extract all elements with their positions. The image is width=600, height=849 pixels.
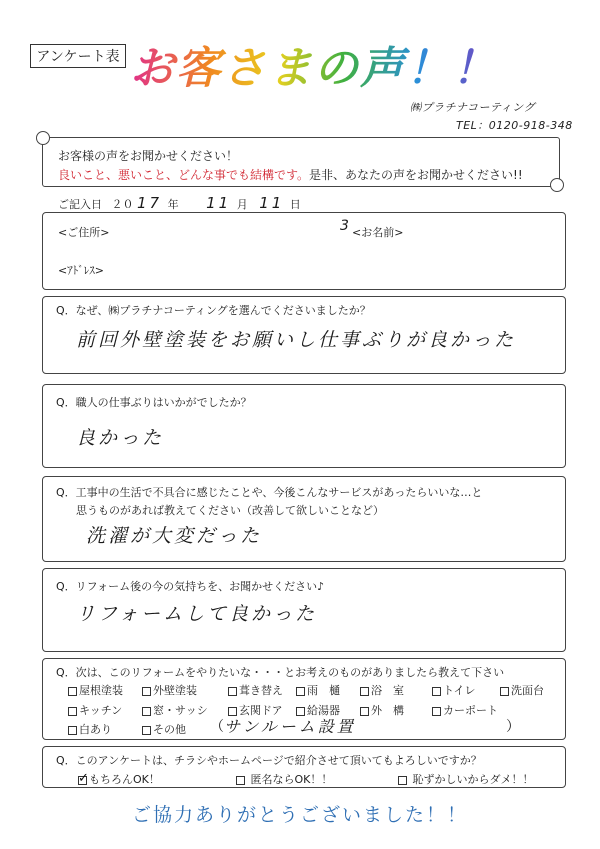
other-answer[interactable]: サンルーム設置 (224, 717, 356, 736)
checkbox[interactable] (142, 707, 151, 716)
scroll-curl-icon (550, 178, 564, 192)
date-era: ２０ (111, 198, 134, 211)
intro-line-1: お客様の声をお聞かせください！ (58, 149, 239, 163)
intro-rest: 是非、あなたの声をお聞かせください!! (309, 168, 523, 182)
q6-option-no[interactable]: 恥ずかしいからダメ！！ (398, 771, 534, 787)
checkbox[interactable] (360, 707, 369, 716)
checkbox[interactable] (296, 687, 305, 696)
date-month-value[interactable]: 11 (206, 194, 232, 212)
checkbox[interactable] (68, 687, 77, 696)
scroll-curl-icon (36, 131, 50, 145)
checkbox[interactable] (68, 707, 77, 716)
name-label: <お名前> (352, 226, 404, 239)
option-water-heater[interactable]: 給湯器 (296, 702, 340, 718)
q1-question: Q．なぜ、㈱プラチナコーティングを選んでくださいましたか？ (56, 304, 371, 317)
option-exterior[interactable]: 外 構 (360, 702, 404, 718)
q4-question: Q．リフォーム後の今の気持ちを、お聞かせください♪ (56, 580, 325, 593)
option-gutter[interactable]: 雨 樋 (296, 682, 340, 698)
intro-line-2 (58, 166, 523, 183)
checkbox[interactable] (432, 687, 441, 696)
date-year-value[interactable]: 17 (137, 194, 163, 212)
q5-question: Q．次は、このリフォームをやりたいな・・・とお考えのものがありましたら教えて下さい (56, 666, 505, 679)
address2-label: <ｱﾄﾞﾚｽ> (58, 264, 104, 277)
other-close-paren: ） (506, 719, 520, 735)
checkbox[interactable] (68, 726, 77, 735)
company-name: ㈱プラチナコーティング (410, 101, 535, 114)
intro-highlight: 良いこと、悪いこと、どんな事でも結構です。 (58, 168, 310, 182)
checkbox[interactable] (398, 776, 407, 785)
q3-answer: 洗濯が大変だった (86, 525, 263, 547)
name-handwritten-mark: 3 (340, 218, 352, 234)
date-month-label: 月 (236, 198, 248, 211)
checkbox[interactable] (500, 687, 509, 696)
q3-question-line-1: Q．工事中の生活で不具合に感じたことや、今後こんなサービスがあったらいいな…と (56, 486, 483, 499)
checkbox[interactable] (236, 776, 245, 785)
option-carport[interactable]: カーポート (432, 702, 498, 718)
option-entrance-door[interactable]: 玄関ドア (228, 702, 283, 718)
option-bathroom[interactable]: 浴 室 (360, 682, 404, 698)
checkbox[interactable] (228, 687, 237, 696)
q4-answer: リフォームして良かった (76, 603, 318, 625)
other-open-paren: （ (210, 719, 224, 735)
q1-answer: 前回外壁塗装をお願いし仕事ぶりが良かった (76, 329, 517, 351)
page-title: お客さまの声！！ (130, 32, 498, 96)
date-line (58, 194, 301, 212)
checkbox[interactable] (142, 687, 151, 696)
checkbox[interactable] (432, 707, 441, 716)
date-day-value[interactable]: 11 (259, 194, 285, 212)
q6-option-ok[interactable]: ✓ もちろんOK！ (78, 770, 160, 786)
phone-number: TEL：0120-918-348 (456, 119, 573, 132)
q6-question: Q．このアンケートは、チラシやホームページで紹介させて頂いてもよろしいですか？ (56, 754, 482, 767)
option-toilet[interactable]: トイレ (432, 682, 475, 698)
option-kitchen[interactable]: キッチン (68, 702, 122, 718)
thanks-message: ご協力ありがとうございました！！ (131, 804, 468, 826)
checkbox[interactable] (142, 726, 151, 735)
q6-option-anonymous[interactable]: 匿名ならOK！！ (236, 771, 332, 787)
survey-tag: アンケート表 (30, 44, 126, 68)
checkbox-checked[interactable] (78, 770, 89, 786)
option-other[interactable]: その他 (142, 721, 186, 737)
date-year-label: 年 (167, 198, 179, 211)
option-termite[interactable]: 白あり (68, 721, 112, 737)
option-wall-painting[interactable]: 外壁塗装 (142, 682, 197, 698)
date-label: ご記入日 (58, 198, 102, 211)
check-mark-icon: ✓ (78, 770, 89, 786)
date-day-label: 日 (289, 198, 301, 211)
q2-answer: 良かった (76, 427, 165, 449)
address-label: <ご住所> (58, 226, 110, 239)
option-washbasin[interactable]: 洗面台 (500, 682, 544, 698)
option-roof-painting[interactable]: 屋根塗装 (68, 682, 123, 698)
option-reroofing[interactable]: 葺き替え (228, 682, 283, 698)
option-window-sash[interactable]: 窓・サッシ (142, 702, 208, 718)
checkbox[interactable] (360, 687, 369, 696)
address-box[interactable] (42, 212, 566, 290)
q3-question-line-2: 思うものがあれば教えてください（改善して欲しいことなど） (76, 504, 384, 517)
q2-question: Q．職人の仕事ぶりはいかがでしたか？ (56, 396, 252, 409)
